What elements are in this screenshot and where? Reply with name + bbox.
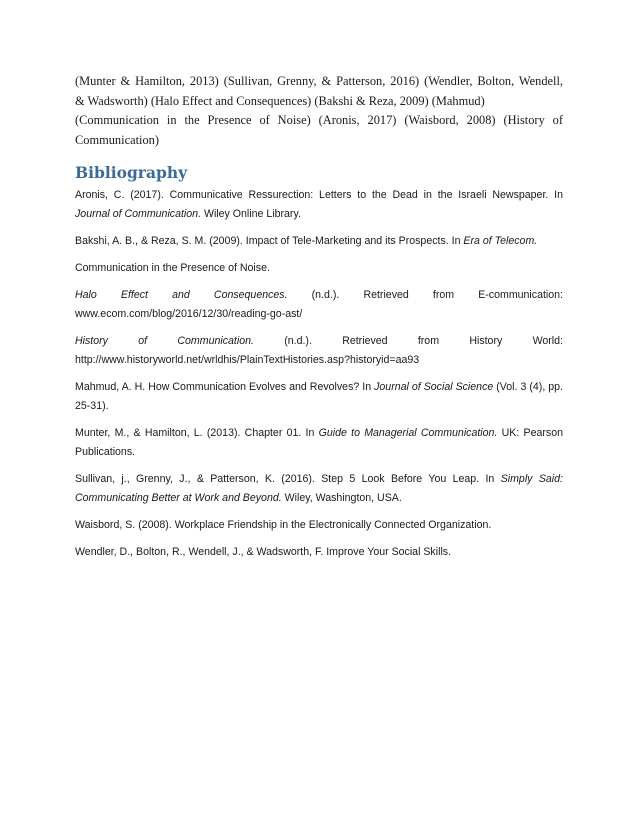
bibliography-entry: [75, 543, 563, 562]
entry-text: (n.d.). Retrieved from E-communication:: [287, 289, 563, 301]
bibliography-entry: [75, 516, 563, 535]
entry-text: Bakshi, A. B., & Reza, S. M. (2009). Impact of Tele-Marketing and its Prospects. In: [75, 235, 464, 247]
bibliography-entry: [75, 470, 563, 508]
bibliography-entry: [75, 286, 563, 324]
entry-source-title: Era of Telecom.: [463, 235, 538, 247]
bibliography-entry: [75, 259, 563, 278]
entry-first-line: [75, 286, 563, 305]
bibliography-heading: Bibliography: [75, 163, 188, 182]
entry-source-title: Journal of Social Science: [374, 381, 494, 393]
entry-text: Wendler, D., Bolton, R., Wendell, J., & Wadsworth, F. Improve Your Social Skills.: [75, 546, 452, 558]
entry-text: Communication in the Presence of Noise.: [75, 262, 270, 274]
entry-text: Wiley, Washington, USA.: [281, 492, 402, 504]
entry-text: (Vol. 3 (4), pp. 25-31).: [75, 381, 564, 412]
entry-url: http://www.historyworld.net/wrldhis/PlainTextHistories.asp?historyid=aa93: [75, 354, 420, 366]
entry-source-title: Guide to Managerial Communication.: [318, 427, 498, 439]
bibliography-entry: [75, 378, 563, 416]
entry-source-title: Halo Effect and Consequences.: [75, 289, 288, 301]
entry-text: Mahmud, A. H. How Communication Evolves and Revolves? In: [75, 381, 375, 393]
in-text-citations: [75, 72, 563, 150]
entry-text: Munter, M., & Hamilton, L. (2013). Chapter 01. In: [75, 427, 319, 439]
citation-line: (Munter & Hamilton, 2013) (Sullivan, Grenny, & Patterson, 2016) (Wendler, Bolton, Wendell,: [75, 74, 563, 88]
citation-line: (Communication in the Presence of Noise) (Aronis, 2017) (Waisbord, 2008) (History of: [75, 113, 563, 127]
bibliography-entry: [75, 332, 563, 370]
bibliography-entry: [75, 186, 563, 224]
entry-text: Sullivan, j., Grenny, J., & Patterson, K. (2016). Step 5 Look Before You Leap. In: [75, 473, 501, 485]
entry-source-title: Journal of Communication.: [75, 208, 202, 220]
entry-text: Aronis, C. (2017). Communicative Ressurection: Letters to the Dead in the Israeli Newspaper. In: [75, 189, 563, 201]
entry-text: Wiley Online Library.: [201, 208, 301, 220]
entry-text: (n.d.). Retrieved from History World:: [253, 335, 563, 347]
entry-text: Waisbord, S. (2008). Workplace Friendship in the Electronically Connected Organization.: [75, 519, 492, 531]
entry-url: www.ecom.com/blog/2016/12/30/reading-go-ast/: [75, 308, 303, 320]
citation-line: Communication): [75, 132, 159, 147]
entry-first-line: [75, 332, 563, 351]
entry-source-title: Simply Said: Communicating Better at Work and Beyond.: [75, 473, 563, 504]
entry-source-title: History of Communication.: [75, 335, 254, 347]
bibliography-entry: [75, 232, 563, 251]
bibliography-entry: [75, 424, 563, 462]
bibliography-section: [75, 162, 563, 570]
citation-line: & Wadsworth) (Halo Effect and Consequences) (Bakshi & Reza, 2009) (Mahmud): [75, 93, 485, 108]
entry-text: UK: Pearson Publications.: [75, 427, 563, 458]
